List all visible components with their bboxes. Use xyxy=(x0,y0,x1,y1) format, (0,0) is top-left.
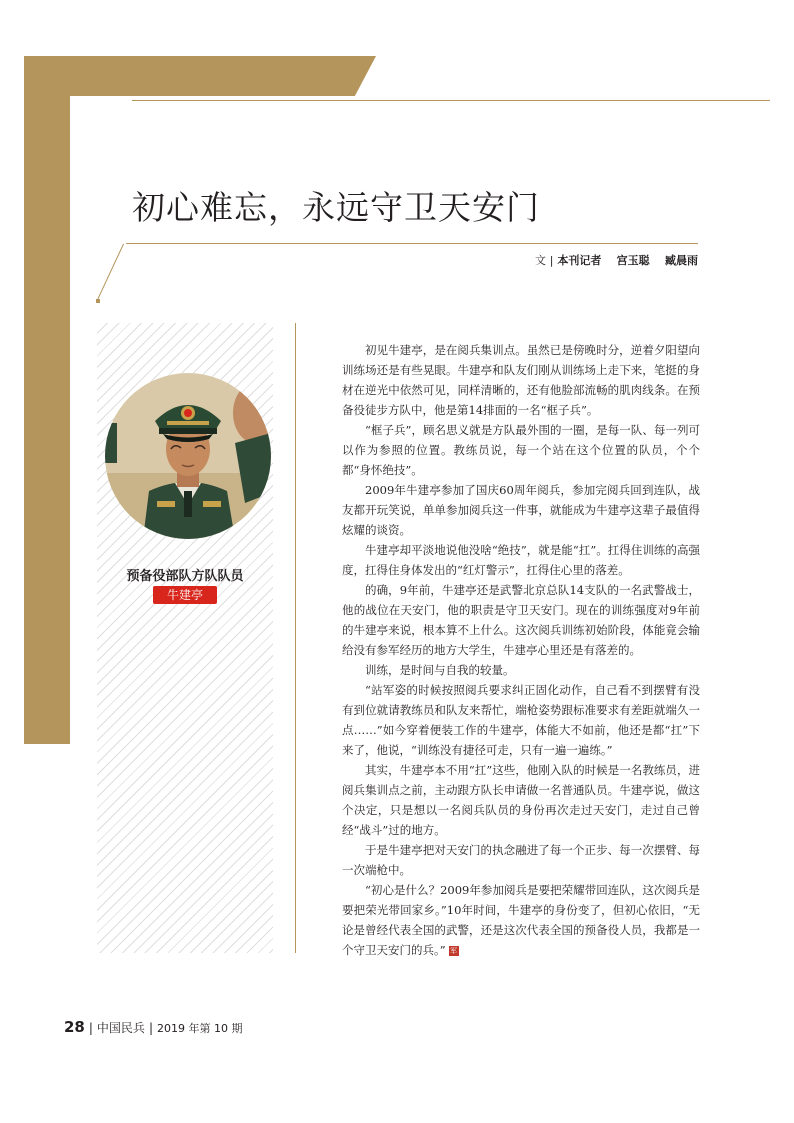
footer-separator: | xyxy=(88,1021,93,1035)
body-paragraph: 于是牛建亭把对天安门的执念融进了每一个正步、每一次摆臂、每一次端枪中。 xyxy=(342,843,700,877)
article-title: 初心难忘，永远守卫天安门 xyxy=(132,188,540,227)
body-paragraph: 其实，牛建亭本不用“扛”这些，他刚入队的时候是一名教练员，进阅兵集训点之前，主动跟方队长申请做一名普通队员。牛建亭说，做这个决定，只是想以一名阅兵队员的身份再次走过天安门，走过自己曾经“战斗”过的地方。 xyxy=(342,763,700,837)
byline-prefix: 文 xyxy=(534,254,546,267)
body-paragraph: 牛建亭却平淡地说他没啥“绝技”，就是能“扛”。扛得住训练的高强度，扛得住身体发出的“红灯警示”，扛得住心里的落差。 xyxy=(342,543,700,577)
page-number: 28 xyxy=(64,1018,85,1036)
header-rule xyxy=(132,100,770,101)
body-paragraph: “框子兵”，顾名思义就是方队最外围的一圈，是每一队、每一列可以作为参照的位置。教练员说，每一个站在这个位置的队员，个个都“身怀绝技”。 xyxy=(342,423,700,477)
decorative-gold-side-bar xyxy=(24,96,70,744)
body-paragraph: 2009年牛建亭参加了国庆60周年阅兵，参加完阅兵回到连队，战友都开玩笑说，单单参加阅兵这一件事，就能成为牛建亭这辈子最值得炫耀的谈资。 xyxy=(342,483,700,537)
page-footer xyxy=(64,1018,242,1036)
body-paragraph-last xyxy=(342,880,700,960)
byline-author: 臧晨雨 xyxy=(665,254,698,267)
article-body xyxy=(342,340,700,960)
column-divider xyxy=(295,323,296,953)
body-paragraph: “站军姿的时候按照阅兵要求纠正固化动作，自己看不到摆臂有没有到位就请教练员和队友来帮忙，端枪姿势跟标准要求有差距就端久一点……”如今穿着便装工作的牛建亭，体能大不如前，他还是都“扛”下来了，他说，“训练没有捷径可走，只有一遍一遍练。” xyxy=(342,683,700,757)
portrait-caption-title: 预备役部队方队队员 xyxy=(126,569,244,584)
footer-separator: | xyxy=(148,1021,153,1035)
byline-author: 宫玉聪 xyxy=(616,254,650,267)
body-paragraph: 训练，是时间与自我的较量。 xyxy=(365,663,515,677)
issue-number: 2019 年第 10 期 xyxy=(156,1022,243,1035)
byline xyxy=(535,252,698,268)
byline-rule-dot xyxy=(96,299,100,303)
byline-role: 本刊记者 xyxy=(557,254,602,267)
magazine-name: 中国民兵 xyxy=(96,1021,145,1035)
portrait-name-badge: 牛建亭 xyxy=(153,586,217,604)
soldier-portrait-photo xyxy=(105,373,271,539)
byline-separator: | xyxy=(549,254,554,267)
body-paragraph-text: “初心是什么？2009年参加阅兵是要把荣耀带回连队，这次阅兵是要把荣光带回家乡。”10年时间，牛建亭的身份变了，但初心依旧，“无论是曾经代表全国的武警，还是这次代表全国的预备役人员，我都是一个守卫天安门的兵。” xyxy=(342,883,700,957)
body-paragraph: 的确，9年前，牛建亭还是武警北京总队14支队的一名武警战士，他的战位在天安门，他的职责是守卫天安门。现在的训练强度对9年前的牛建亭来说，根本算不上什么。这次阅兵训练初始阶段，体能竟会输给没有参军经历的地方大学生，牛建亭心里还是有落差的。 xyxy=(342,583,700,657)
byline-rule xyxy=(126,243,698,244)
decorative-gold-tab xyxy=(24,56,376,96)
end-mark-icon: 军 xyxy=(450,947,458,955)
body-paragraph: 初见牛建亭，是在阅兵集训点。虽然已是傍晚时分，逆着夕阳望向训练场还是有些晃眼。牛建亭和队友们刚从训练场上走下来，笔挺的身材在逆光中依然可见，同样清晰的，还有他脸部流畅的肌肉线条。在预备役徒步方队中，他是第14排面的一名“框子兵”。 xyxy=(342,343,700,417)
